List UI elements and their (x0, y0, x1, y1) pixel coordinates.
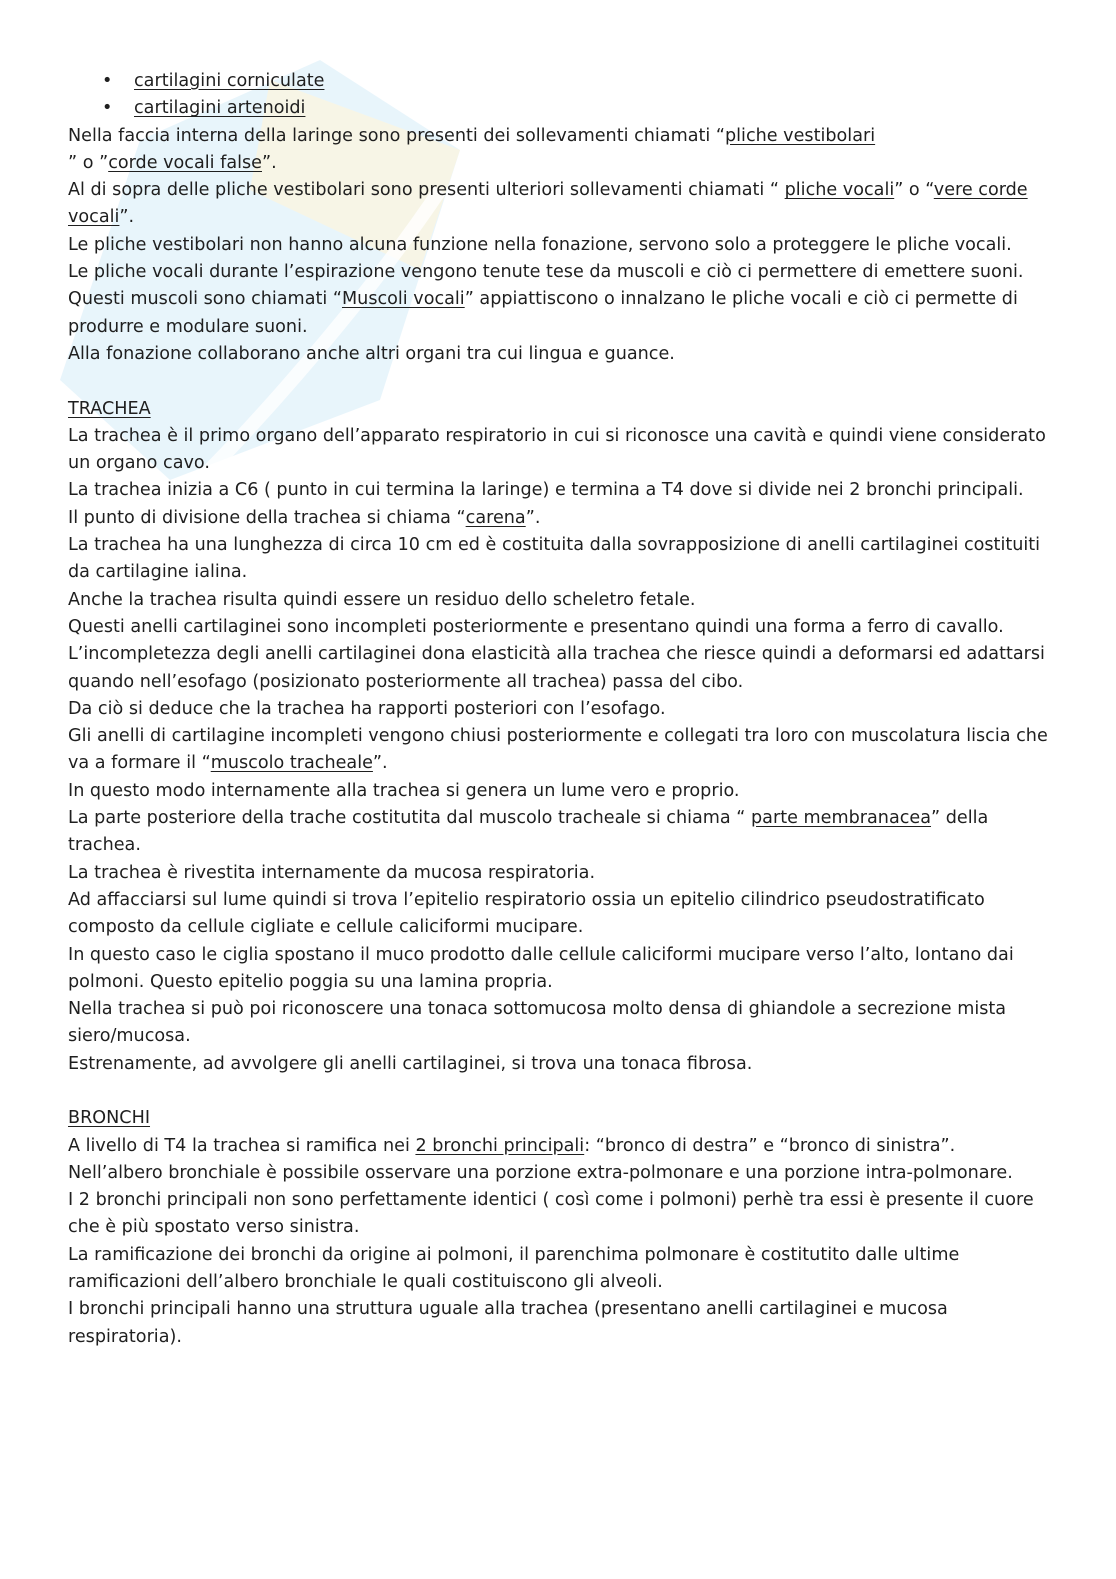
spacer (68, 368, 1053, 395)
term-muscolo-tracheale: muscolo tracheale (210, 753, 373, 774)
paragraph: Questi muscoli sono chiamati “Muscoli vocali” appiattiscono o innalzano le pliche vocali e ciò ci permette di produrre e modulare suoni. (68, 289, 1018, 337)
term-2-bronchi-principali: 2 bronchi principali (415, 1135, 585, 1156)
list-item: • cartilagini artenoidi (68, 95, 1053, 122)
term-muscoli-vocali: Muscoli vocali (341, 289, 465, 310)
section-heading-trachea: TRACHEA (68, 398, 151, 419)
term-pliche-vocali: pliche vocali (784, 180, 895, 201)
paragraph: Le pliche vestibolari non hanno alcuna funzione nella fonazione, servono solo a proteggere le pliche vocali. (68, 234, 1012, 255)
paragraph: Nella trachea si può poi riconoscere una tonaca sottomucosa molto densa di ghiandole a secrezione mista siero/mucosa. (68, 999, 1007, 1047)
paragraph: Nell’albero bronchiale è possibile osservare una porzione extra-polmonare e una porzione intra-polmonare. (68, 1162, 1013, 1183)
paragraph: L’incompletezza degli anelli cartilaginei dona elasticità alla trachea che riesce quindi a deformarsi ed adattarsi quando nell’esofago (posizionato posteriormente all trachea) passa del cibo. (68, 644, 1045, 692)
paragraph: Gli anelli di cartilagine incompleti vengono chiusi posteriormente e collegati tra loro con muscolatura liscia che va a formare il “muscolo tracheale”. (68, 726, 1048, 774)
paragraph: Ad affacciarsi sul lume quindi si trova l’epitelio respiratorio ossia un epitelio cilindrico pseudostratificato composto da cellule cigliate e cellule caliciformi mucipare. (68, 889, 985, 938)
paragraph: Alla fonazione collaborano anche altri organi tra cui lingua e guance. (68, 343, 675, 364)
paragraph: Questi anelli cartilaginei sono incompleti posteriormente e presentano quindi una forma a ferro di cavallo. (68, 616, 1004, 637)
paragraph: I bronchi principali hanno una struttura uguale alla trachea (presentano anelli cartilaginei e mucosa respiratoria). (68, 1299, 948, 1347)
section-heading-bronchi: BRONCHI (68, 1108, 151, 1129)
paragraph: La trachea è il primo organo dell’apparato respiratorio in cui si riconosce una cavità e quindi viene considerato un organo cavo. (68, 425, 1046, 474)
term-corde-vocali-false: corde vocali false (108, 152, 262, 173)
paragraph: In questo modo internamente alla trachea si genera un lume vero e proprio. (68, 780, 740, 801)
cartilage-list (68, 68, 1053, 123)
paragraph: La trachea inizia a C6 ( punto in cui termina la laringe) e termina a T4 dove si divide nei 2 bronchi principali. Il punto di divisione della trachea si chiama “carena”. (68, 480, 1046, 528)
paragraph: Nella faccia interna della laringe sono presenti dei sollevamenti chiamati “pliche vestibolari ” o ”corde vocali false”. (68, 125, 876, 173)
paragraph: Al di sopra delle pliche vestibolari sono presenti ulteriori sollevamenti chiamati “ pliche vocali” o “vere corde vocali”. (68, 180, 1028, 228)
paragraph: La ramificazione dei bronchi da origine ai polmoni, il parenchima polmonare è costitutito dalle ultime ramificazioni dell’albero bronchiale le quali costituiscono gli alveoli. (68, 1244, 960, 1293)
term-parte-membranacea: parte membranacea (751, 808, 932, 829)
document-page (68, 68, 1053, 1351)
paragraph: Anche la trachea risulta quindi essere un residuo dello scheletro fetale. (68, 589, 696, 610)
paragraph: In questo caso le ciglia spostano il muco prodotto dalle cellule caliciformi mucipare verso l’alto, lontano dai polmoni. Questo epitelio poggia su una lamina propria. (68, 944, 1014, 992)
term-carena: carena (465, 507, 526, 528)
paragraph: Le pliche vocali durante l’espirazione vengono tenute tese da muscoli e ciò ci permettere di emettere suoni. (68, 262, 1024, 283)
term-pliche-vestibolari: pliche vestibolari (725, 125, 876, 146)
paragraph: A livello di T4 la trachea si ramifica nei 2 bronchi principali: “bronco di destra” e “bronco di sinistra”. (68, 1135, 956, 1156)
list-item: • cartilagini corniculate (68, 68, 1053, 95)
paragraph: La trachea è rivestita internamente da mucosa respiratoria. (68, 862, 596, 883)
paragraph: La trachea ha una lunghezza di circa 10 cm ed è costituita dalla sovrapposizione di anelli cartilaginei costituiti da cartilagine ialina. (68, 535, 1041, 583)
term-vere-corde-vocali: vere corde vocali (68, 180, 1028, 228)
spacer (68, 1078, 1053, 1105)
paragraph: La parte posteriore della trache costitutita dal muscolo tracheale si chiama “ parte membranacea” della trachea. (68, 808, 989, 856)
paragraph: Da ciò si deduce che la trachea ha rapporti posteriori con l’esofago. (68, 698, 666, 719)
paragraph: I 2 bronchi principali non sono perfettamente identici ( così come i polmoni) perhè tra essi è presente il cuore che è più spostato verso sinistra. (68, 1190, 1034, 1238)
paragraph: Estrenamente, ad avvolgere gli anelli cartilaginei, si trova una tonaca fibrosa. (68, 1053, 753, 1074)
